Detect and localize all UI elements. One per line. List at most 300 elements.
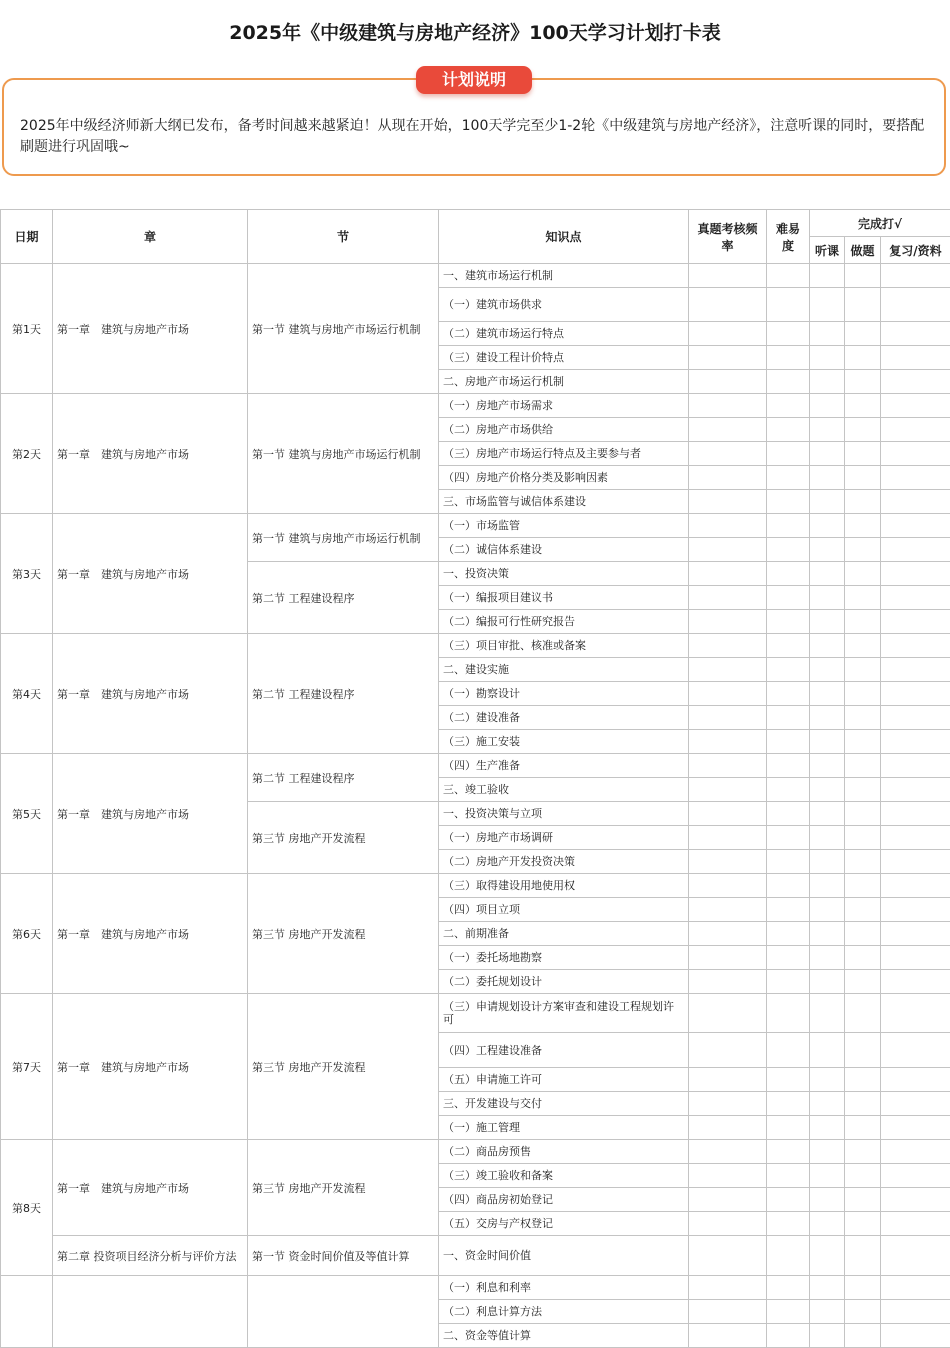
difficulty-cell (767, 1033, 810, 1068)
exam-frequency-cell (689, 1068, 767, 1092)
difficulty-cell (767, 1116, 810, 1140)
section-cell: 第三节 房地产开发流程 (248, 874, 439, 994)
review-checkbox-cell[interactable] (881, 1324, 950, 1348)
exam-frequency-cell (689, 706, 767, 730)
chapter-cell: 第一章 建筑与房地产市场 (53, 264, 248, 394)
listen-checkbox-cell[interactable] (810, 874, 845, 898)
listen-checkbox-cell[interactable] (810, 946, 845, 970)
exam-frequency-cell (689, 394, 767, 418)
section-cell: 第一节 建筑与房地产市场运行机制 (248, 394, 439, 514)
exam-frequency-cell (689, 1116, 767, 1140)
exam-frequency-cell (689, 1140, 767, 1164)
knowledge-point-cell: （三）项目审批、核准或备案 (439, 634, 689, 658)
practice-checkbox-cell[interactable] (845, 1188, 881, 1212)
knowledge-point-cell: （二）诚信体系建设 (439, 538, 689, 562)
difficulty-cell (767, 850, 810, 874)
review-checkbox-cell[interactable] (881, 264, 950, 288)
review-checkbox-cell[interactable] (881, 1116, 950, 1140)
practice-checkbox-cell[interactable] (845, 1092, 881, 1116)
day-cell (1, 1276, 53, 1348)
review-checkbox-cell[interactable] (881, 1212, 950, 1236)
table-row (1, 1276, 950, 1300)
difficulty-cell (767, 610, 810, 634)
exam-frequency-cell (689, 1236, 767, 1276)
review-checkbox-cell[interactable] (881, 1068, 950, 1092)
exam-frequency-cell (689, 1092, 767, 1116)
listen-checkbox-cell[interactable] (810, 288, 845, 322)
section-cell: 第二节 工程建设程序 (248, 634, 439, 754)
practice-checkbox-cell[interactable] (845, 1324, 881, 1348)
exam-frequency-cell (689, 1164, 767, 1188)
section-cell: 第一节 建筑与房地产市场运行机制 (248, 264, 439, 394)
difficulty-cell (767, 322, 810, 346)
exam-frequency-cell (689, 850, 767, 874)
section-cell: 第二节 工程建设程序 (248, 562, 439, 634)
difficulty-cell (767, 370, 810, 394)
knowledge-point-cell: （二）建筑市场运行特点 (439, 322, 689, 346)
practice-checkbox-cell[interactable] (845, 682, 881, 706)
exam-frequency-cell (689, 288, 767, 322)
difficulty-cell (767, 538, 810, 562)
listen-checkbox-cell[interactable] (810, 394, 845, 418)
difficulty-cell (767, 778, 810, 802)
exam-frequency-cell (689, 634, 767, 658)
practice-checkbox-cell[interactable] (845, 1164, 881, 1188)
knowledge-point-cell: （三）竣工验收和备案 (439, 1164, 689, 1188)
practice-checkbox-cell[interactable] (845, 610, 881, 634)
difficulty-cell (767, 586, 810, 610)
difficulty-cell (767, 466, 810, 490)
exam-frequency-cell (689, 586, 767, 610)
listen-checkbox-cell[interactable] (810, 490, 845, 514)
difficulty-cell (767, 682, 810, 706)
listen-checkbox-cell[interactable] (810, 1276, 845, 1300)
practice-checkbox-cell[interactable] (845, 288, 881, 322)
listen-checkbox-cell[interactable] (810, 1092, 845, 1116)
exam-frequency-cell (689, 490, 767, 514)
listen-checkbox-cell[interactable] (810, 1188, 845, 1212)
practice-checkbox-cell[interactable] (845, 1033, 881, 1068)
listen-checkbox-cell[interactable] (810, 1324, 845, 1348)
listen-checkbox-cell[interactable] (810, 706, 845, 730)
difficulty-cell (767, 1324, 810, 1348)
header-listen: 听课 (810, 237, 845, 264)
chapter-cell: 第一章 建筑与房地产市场 (53, 754, 248, 874)
listen-checkbox-cell[interactable] (810, 634, 845, 658)
review-checkbox-cell[interactable] (881, 288, 950, 322)
day-cell: 第7天 (1, 994, 53, 1140)
practice-checkbox-cell[interactable] (845, 826, 881, 850)
review-checkbox-cell[interactable] (881, 1033, 950, 1068)
practice-checkbox-cell[interactable] (845, 466, 881, 490)
chapter-cell: 第一章 建筑与房地产市场 (53, 1140, 248, 1236)
day-cell: 第3天 (1, 514, 53, 634)
knowledge-point-cell: （四）生产准备 (439, 754, 689, 778)
header-difficulty: 难易度 (767, 210, 810, 264)
difficulty-cell (767, 514, 810, 538)
practice-checkbox-cell[interactable] (845, 1212, 881, 1236)
review-checkbox-cell[interactable] (881, 634, 950, 658)
exam-frequency-cell (689, 1212, 767, 1236)
review-checkbox-cell[interactable] (881, 706, 950, 730)
review-checkbox-cell[interactable] (881, 922, 950, 946)
section-cell: 第一节 建筑与房地产市场运行机制 (248, 514, 439, 562)
knowledge-point-cell: （二）委托规划设计 (439, 970, 689, 994)
review-checkbox-cell[interactable] (881, 370, 950, 394)
exam-frequency-cell (689, 682, 767, 706)
knowledge-point-cell: （一）编报项目建议书 (439, 586, 689, 610)
knowledge-point-cell: 二、资金等值计算 (439, 1324, 689, 1348)
practice-checkbox-cell[interactable] (845, 538, 881, 562)
table-row (1, 754, 950, 778)
review-checkbox-cell[interactable] (881, 586, 950, 610)
review-checkbox-cell[interactable] (881, 970, 950, 994)
practice-checkbox-cell[interactable] (845, 658, 881, 682)
review-checkbox-cell[interactable] (881, 874, 950, 898)
knowledge-point-cell: 三、开发建设与交付 (439, 1092, 689, 1116)
chapter-cell (53, 1276, 248, 1348)
exam-frequency-cell (689, 922, 767, 946)
listen-checkbox-cell[interactable] (810, 562, 845, 586)
exam-frequency-cell (689, 1188, 767, 1212)
practice-checkbox-cell[interactable] (845, 418, 881, 442)
listen-checkbox-cell[interactable] (810, 346, 845, 370)
review-checkbox-cell[interactable] (881, 946, 950, 970)
difficulty-cell (767, 730, 810, 754)
header-chapter: 章 (53, 210, 248, 264)
difficulty-cell (767, 1188, 810, 1212)
difficulty-cell (767, 1140, 810, 1164)
knowledge-point-cell: （一）市场监管 (439, 514, 689, 538)
knowledge-point-cell: （五）申请施工许可 (439, 1068, 689, 1092)
listen-checkbox-cell[interactable] (810, 442, 845, 466)
listen-checkbox-cell[interactable] (810, 922, 845, 946)
exam-frequency-cell (689, 874, 767, 898)
practice-checkbox-cell[interactable] (845, 1140, 881, 1164)
difficulty-cell (767, 898, 810, 922)
difficulty-cell (767, 634, 810, 658)
review-checkbox-cell[interactable] (881, 730, 950, 754)
knowledge-point-cell: （四）商品房初始登记 (439, 1188, 689, 1212)
review-checkbox-cell[interactable] (881, 802, 950, 826)
difficulty-cell (767, 1276, 810, 1300)
knowledge-point-cell: （二）建设准备 (439, 706, 689, 730)
day-cell: 第1天 (1, 264, 53, 394)
listen-checkbox-cell[interactable] (810, 418, 845, 442)
exam-frequency-cell (689, 658, 767, 682)
knowledge-point-cell: （一）房地产市场需求 (439, 394, 689, 418)
chapter-cell: 第一章 建筑与房地产市场 (53, 874, 248, 994)
day-cell: 第4天 (1, 634, 53, 754)
practice-checkbox-cell[interactable] (845, 874, 881, 898)
review-checkbox-cell[interactable] (881, 1276, 950, 1300)
knowledge-point-cell: （一）委托场地勘察 (439, 946, 689, 970)
exam-frequency-cell (689, 826, 767, 850)
listen-checkbox-cell[interactable] (810, 802, 845, 826)
chapter-cell: 第二章 投资项目经济分析与评价方法 (53, 1236, 248, 1276)
difficulty-cell (767, 946, 810, 970)
knowledge-point-cell: （三）房地产市场运行特点及主要参与者 (439, 442, 689, 466)
table-row (1, 994, 950, 1033)
review-checkbox-cell[interactable] (881, 490, 950, 514)
listen-checkbox-cell[interactable] (810, 1068, 845, 1092)
practice-checkbox-cell[interactable] (845, 898, 881, 922)
day-cell: 第8天 (1, 1140, 53, 1276)
review-checkbox-cell[interactable] (881, 658, 950, 682)
day-cell: 第6天 (1, 874, 53, 994)
practice-checkbox-cell[interactable] (845, 490, 881, 514)
exam-frequency-cell (689, 754, 767, 778)
difficulty-cell (767, 970, 810, 994)
chapter-cell: 第一章 建筑与房地产市场 (53, 634, 248, 754)
review-checkbox-cell[interactable] (881, 442, 950, 466)
practice-checkbox-cell[interactable] (845, 1276, 881, 1300)
review-checkbox-cell[interactable] (881, 562, 950, 586)
difficulty-cell (767, 874, 810, 898)
listen-checkbox-cell[interactable] (810, 1212, 845, 1236)
table-row (1, 874, 950, 898)
listen-checkbox-cell[interactable] (810, 466, 845, 490)
practice-checkbox-cell[interactable] (845, 394, 881, 418)
listen-checkbox-cell[interactable] (810, 994, 845, 1033)
exam-frequency-cell (689, 322, 767, 346)
exam-frequency-cell (689, 778, 767, 802)
table-row (1, 394, 950, 418)
difficulty-cell (767, 346, 810, 370)
review-checkbox-cell[interactable] (881, 394, 950, 418)
knowledge-point-cell: （一）施工管理 (439, 1116, 689, 1140)
chapter-cell: 第一章 建筑与房地产市场 (53, 514, 248, 634)
practice-checkbox-cell[interactable] (845, 778, 881, 802)
practice-checkbox-cell[interactable] (845, 634, 881, 658)
difficulty-cell (767, 994, 810, 1033)
table-row (1, 1236, 950, 1276)
table-row (1, 264, 950, 288)
practice-checkbox-cell[interactable] (845, 514, 881, 538)
exam-frequency-cell (689, 1276, 767, 1300)
listen-checkbox-cell[interactable] (810, 1140, 845, 1164)
listen-checkbox-cell[interactable] (810, 586, 845, 610)
listen-checkbox-cell[interactable] (810, 1033, 845, 1068)
review-checkbox-cell[interactable] (881, 346, 950, 370)
exam-frequency-cell (689, 610, 767, 634)
exam-frequency-cell (689, 562, 767, 586)
listen-checkbox-cell[interactable] (810, 730, 845, 754)
difficulty-cell (767, 264, 810, 288)
exam-frequency-cell (689, 264, 767, 288)
knowledge-point-cell: （二）利息计算方法 (439, 1300, 689, 1324)
review-checkbox-cell[interactable] (881, 1092, 950, 1116)
knowledge-point-cell: 二、建设实施 (439, 658, 689, 682)
review-checkbox-cell[interactable] (881, 778, 950, 802)
knowledge-point-cell: （三）申请规划设计方案审查和建设工程规划许可 (439, 994, 689, 1033)
difficulty-cell (767, 1068, 810, 1092)
review-checkbox-cell[interactable] (881, 466, 950, 490)
knowledge-point-cell: 一、资金时间价值 (439, 1236, 689, 1276)
difficulty-cell (767, 562, 810, 586)
practice-checkbox-cell[interactable] (845, 346, 881, 370)
practice-checkbox-cell[interactable] (845, 994, 881, 1033)
difficulty-cell (767, 658, 810, 682)
exam-frequency-cell (689, 802, 767, 826)
exam-frequency-cell (689, 370, 767, 394)
practice-checkbox-cell[interactable] (845, 730, 881, 754)
exam-frequency-cell (689, 538, 767, 562)
table-row (1, 1140, 950, 1164)
header-practice: 做题 (845, 237, 881, 264)
review-checkbox-cell[interactable] (881, 826, 950, 850)
difficulty-cell (767, 288, 810, 322)
listen-checkbox-cell[interactable] (810, 754, 845, 778)
practice-checkbox-cell[interactable] (845, 802, 881, 826)
knowledge-point-cell: 一、投资决策 (439, 562, 689, 586)
exam-frequency-cell (689, 418, 767, 442)
knowledge-point-cell: （四）房地产价格分类及影响因素 (439, 466, 689, 490)
knowledge-point-cell: 一、投资决策与立项 (439, 802, 689, 826)
practice-checkbox-cell[interactable] (845, 264, 881, 288)
listen-checkbox-cell[interactable] (810, 370, 845, 394)
exam-frequency-cell (689, 514, 767, 538)
practice-checkbox-cell[interactable] (845, 754, 881, 778)
chapter-cell: 第一章 建筑与房地产市场 (53, 394, 248, 514)
header-completion-check: 完成打√ (810, 210, 950, 237)
chapter-cell: 第一章 建筑与房地产市场 (53, 994, 248, 1140)
review-checkbox-cell[interactable] (881, 1236, 950, 1276)
knowledge-point-cell: （一）建筑市场供求 (439, 288, 689, 322)
listen-checkbox-cell[interactable] (810, 1236, 845, 1276)
section-cell: 第三节 房地产开发流程 (248, 994, 439, 1140)
table-row (1, 634, 950, 658)
review-checkbox-cell[interactable] (881, 1300, 950, 1324)
page-title: 2025年《中级建筑与房地产经济》100天学习计划打卡表 (0, 18, 950, 45)
review-checkbox-cell[interactable] (881, 1140, 950, 1164)
difficulty-cell (767, 802, 810, 826)
practice-checkbox-cell[interactable] (845, 370, 881, 394)
review-checkbox-cell[interactable] (881, 850, 950, 874)
difficulty-cell (767, 754, 810, 778)
practice-checkbox-cell[interactable] (845, 1116, 881, 1140)
header-knowledge-point: 知识点 (439, 210, 689, 264)
listen-checkbox-cell[interactable] (810, 322, 845, 346)
listen-checkbox-cell[interactable] (810, 898, 845, 922)
review-checkbox-cell[interactable] (881, 1188, 950, 1212)
listen-checkbox-cell[interactable] (810, 850, 845, 874)
practice-checkbox-cell[interactable] (845, 586, 881, 610)
listen-checkbox-cell[interactable] (810, 1300, 845, 1324)
difficulty-cell (767, 418, 810, 442)
practice-checkbox-cell[interactable] (845, 850, 881, 874)
difficulty-cell (767, 706, 810, 730)
section-cell: 第二节 工程建设程序 (248, 754, 439, 802)
exam-frequency-cell (689, 994, 767, 1033)
listen-checkbox-cell[interactable] (810, 970, 845, 994)
practice-checkbox-cell[interactable] (845, 562, 881, 586)
header-review: 复习/资料 (881, 237, 950, 264)
knowledge-point-cell: （二）房地产开发投资决策 (439, 850, 689, 874)
practice-checkbox-cell[interactable] (845, 1236, 881, 1276)
listen-checkbox-cell[interactable] (810, 538, 845, 562)
listen-checkbox-cell[interactable] (810, 610, 845, 634)
plan-description-text: 2025年中级经济师新大纲已发布，备考时间越来越紧迫！从现在开始，100天学完至少1-2轮《中级建筑与房地产经济》，注意听课的同时，要搭配刷题进行巩固哦~ (20, 116, 930, 158)
listen-checkbox-cell[interactable] (810, 826, 845, 850)
header-date: 日期 (1, 210, 53, 264)
section-cell: 第一节 资金时间价值及等值计算 (248, 1236, 439, 1276)
difficulty-cell (767, 490, 810, 514)
exam-frequency-cell (689, 1324, 767, 1348)
practice-checkbox-cell[interactable] (845, 442, 881, 466)
listen-checkbox-cell[interactable] (810, 1164, 845, 1188)
knowledge-point-cell: （二）房地产市场供给 (439, 418, 689, 442)
practice-checkbox-cell[interactable] (845, 970, 881, 994)
header-exam-frequency: 真题考核频率 (689, 210, 767, 264)
listen-checkbox-cell[interactable] (810, 264, 845, 288)
day-cell: 第5天 (1, 754, 53, 874)
knowledge-point-cell: 二、前期准备 (439, 922, 689, 946)
knowledge-point-cell: （一）房地产市场调研 (439, 826, 689, 850)
difficulty-cell (767, 922, 810, 946)
difficulty-cell (767, 394, 810, 418)
knowledge-point-cell: 一、建筑市场运行机制 (439, 264, 689, 288)
difficulty-cell (767, 442, 810, 466)
review-checkbox-cell[interactable] (881, 754, 950, 778)
review-checkbox-cell[interactable] (881, 610, 950, 634)
review-checkbox-cell[interactable] (881, 514, 950, 538)
listen-checkbox-cell[interactable] (810, 514, 845, 538)
knowledge-point-cell: 三、竣工验收 (439, 778, 689, 802)
header-section: 节 (248, 210, 439, 264)
knowledge-point-cell: （二）商品房预售 (439, 1140, 689, 1164)
knowledge-point-cell: （一）勘察设计 (439, 682, 689, 706)
knowledge-point-cell: （二）编报可行性研究报告 (439, 610, 689, 634)
knowledge-point-cell: （三）取得建设用地使用权 (439, 874, 689, 898)
review-checkbox-cell[interactable] (881, 1164, 950, 1188)
section-cell: 第三节 房地产开发流程 (248, 1140, 439, 1236)
practice-checkbox-cell[interactable] (845, 1068, 881, 1092)
practice-checkbox-cell[interactable] (845, 922, 881, 946)
review-checkbox-cell[interactable] (881, 994, 950, 1033)
practice-checkbox-cell[interactable] (845, 322, 881, 346)
exam-frequency-cell (689, 946, 767, 970)
review-checkbox-cell[interactable] (881, 322, 950, 346)
plan-description-badge: 计划说明 (416, 66, 532, 94)
practice-checkbox-cell[interactable] (845, 706, 881, 730)
listen-checkbox-cell[interactable] (810, 778, 845, 802)
day-cell: 第2天 (1, 394, 53, 514)
knowledge-point-cell: （四）项目立项 (439, 898, 689, 922)
listen-checkbox-cell[interactable] (810, 1116, 845, 1140)
difficulty-cell (767, 826, 810, 850)
review-checkbox-cell[interactable] (881, 898, 950, 922)
difficulty-cell (767, 1236, 810, 1276)
checkin-table (0, 209, 950, 1348)
listen-checkbox-cell[interactable] (810, 682, 845, 706)
exam-frequency-cell (689, 730, 767, 754)
knowledge-point-cell: （四）工程建设准备 (439, 1033, 689, 1068)
exam-frequency-cell (689, 442, 767, 466)
exam-frequency-cell (689, 1300, 767, 1324)
knowledge-point-cell: （五）交房与产权登记 (439, 1212, 689, 1236)
listen-checkbox-cell[interactable] (810, 658, 845, 682)
review-checkbox-cell[interactable] (881, 682, 950, 706)
exam-frequency-cell (689, 898, 767, 922)
review-checkbox-cell[interactable] (881, 538, 950, 562)
practice-checkbox-cell[interactable] (845, 1300, 881, 1324)
exam-frequency-cell (689, 1033, 767, 1068)
practice-checkbox-cell[interactable] (845, 946, 881, 970)
exam-frequency-cell (689, 466, 767, 490)
difficulty-cell (767, 1164, 810, 1188)
review-checkbox-cell[interactable] (881, 418, 950, 442)
